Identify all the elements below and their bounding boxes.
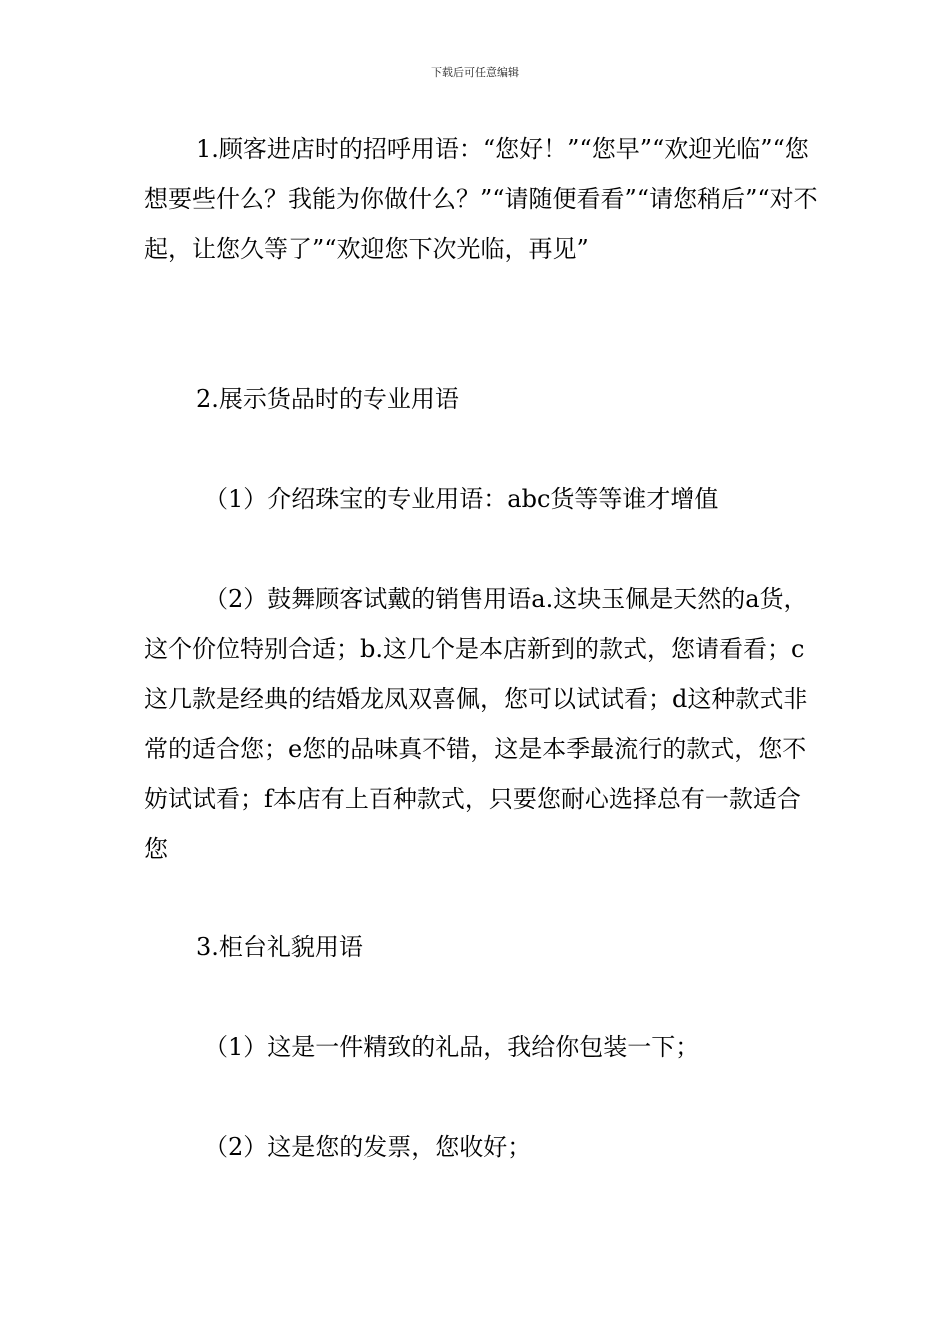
paragraph-jewelry-terms: （1）介绍珠宝的专业用语：abc货等等谁才增值: [204, 485, 719, 513]
section-heading-display-terms: 2.展示货品时的专业用语: [196, 385, 459, 413]
paragraph-sales-phrases: （2）鼓舞顾客试戴的销售用语a.这块玉佩是天然的a货，这个价位特别合适；b.这几个是本店新到的款式，您请看看；c这几款是经典的结婚龙凤双喜佩，您可以试试看；d这种款式非常的适合您；e您的品味真不错，这是本季最流行的款式，您不妨试试看；f本店有上百种款式，只要您耐心选择总有一款适合您: [144, 585, 808, 863]
paragraph-gift-wrap: （1）这是一件精致的礼品，我给你包装一下；: [204, 1033, 700, 1061]
section-heading-counter-etiquette: 3.柜台礼貌用语: [196, 933, 363, 961]
paragraph-invoice: （2）这是您的发票，您收好；: [204, 1133, 532, 1161]
paragraph-greetings: 1.顾客进店时的招呼用语：“您好！”“您早”“欢迎光临”“您想要些什么？我能为你做什么？”“请随便看看”“请您稍后”“对不起，让您久等了”“欢迎您下次光临，再见”: [144, 135, 818, 263]
page-header: 下载后可任意编辑: [431, 66, 519, 79]
